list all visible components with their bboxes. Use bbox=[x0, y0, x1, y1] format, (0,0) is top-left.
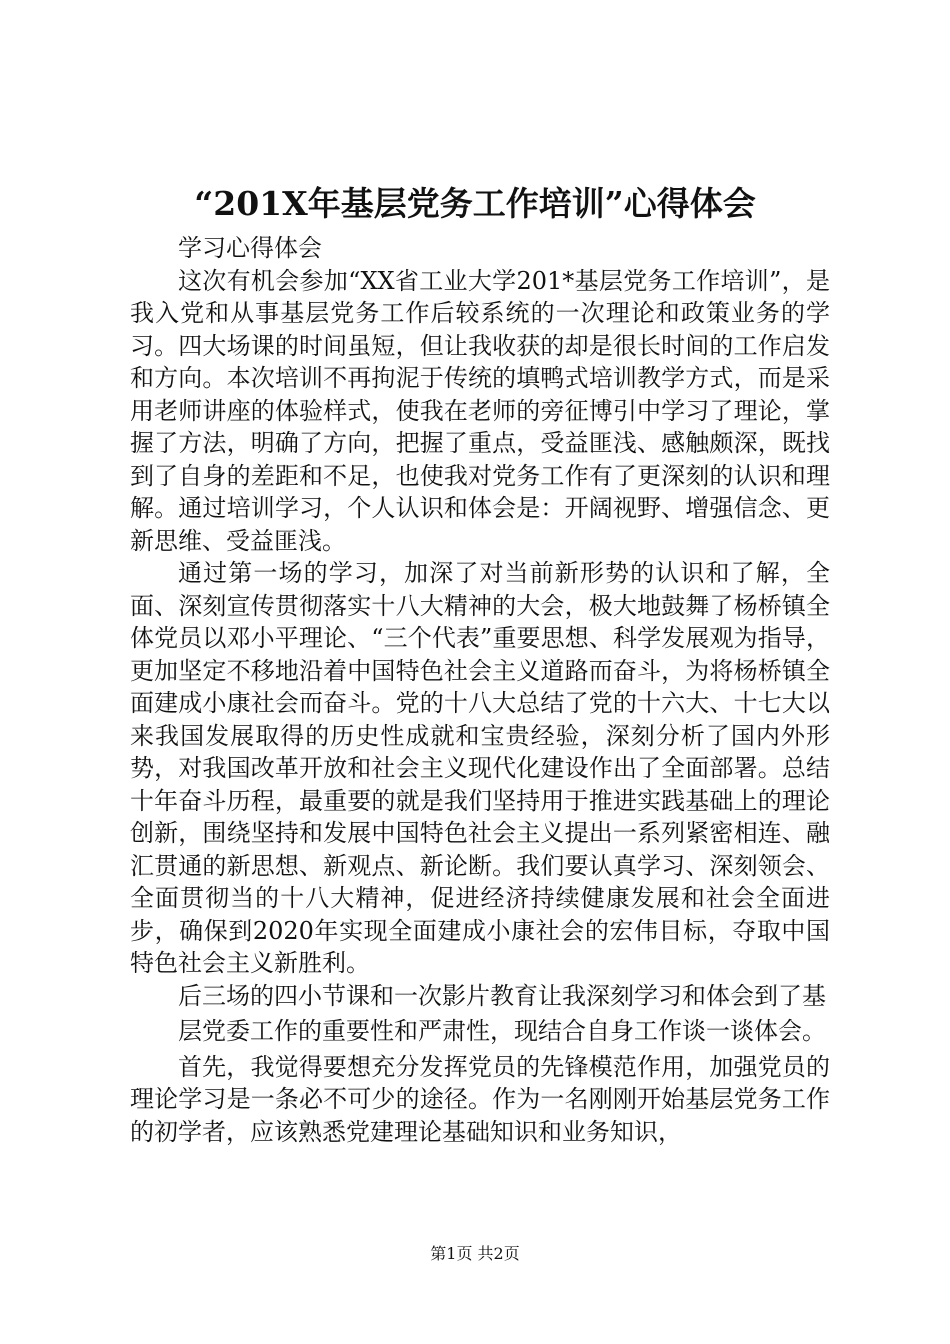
paragraph-continuation: 层党委工作的重要性和严肃性，现结合自身工作谈一谈体会。 bbox=[178, 1017, 826, 1045]
paragraph-first-point: 首先，我觉得要想充分发挥党员的先锋模范作用，加强党员的理论学习是一条必不可少的途径。作为一名刚刚开始基层党务工作的初学者，应该熟悉党建理论基础知识和业务知识， bbox=[130, 1052, 830, 1146]
document-title: “201X年基层党务工作培训”心得体会 bbox=[194, 184, 756, 223]
page-footer: 第1页 共2页 bbox=[430, 1244, 520, 1263]
paragraph-intro: 这次有机会参加“XX省工业大学201*基层党务工作培训”，是我入党和从事基层党务工作后较系统的一次理论和政策业务的学习。四大场课的时间虽短，但让我收获的却是很长时间的工作启发和方向。本次培训不再拘泥于传统的填鸭式培训教学方式，而是采用老师讲座的体验样式，使我在老师的旁征博引中学习了理论，掌握了方法，明确了方向，把握了重点，受益匪浅、感触颇深，既找到了自身的差距和不足，也使我对党务工作有了更深刻的认识和理解。通过培训学习，个人认识和体会是：开阔视野、增强信念、更新思维、受益匪浅。 bbox=[130, 266, 830, 555]
paragraph-subtitle: 学习心得体会 bbox=[178, 234, 322, 262]
paragraph-later-sessions: 后三场的四小节课和一次影片教育让我深刻学习和体会到了基 bbox=[178, 981, 826, 1010]
document-body bbox=[130, 232, 830, 1148]
paragraph-first-session: 通过第一场的学习，加深了对当前新形势的认识和了解，全面、深刻宣传贯彻落实十八大精神的大会，极大地鼓舞了杨桥镇全体党员以邓小平理论、“三个代表”重要思想、科学发展观为指导，更加坚定不移地沿着中国特色社会主义道路而奋斗，为将杨桥镇全面建成小康社会而奋斗。党的十八大总结了党的十六大、十七大以来我国发展取得的历史性成就和宝贵经验，深刻分析了国内外形势，对我国改革开放和社会主义现代化建设作出了全面部署。总结十年奋斗历程，最重要的就是我们坚持用于推进实践基础上的理论创新，围绕坚持和发展中国特色社会主义提出一系列紧密相连、融汇贯通的新思想、新观点、新论断。我们要认真学习、深刻领会、全面贯彻当的十八大精神，促进经济持续健康发展和社会全面进步，确保到2020年实现全面建成小康社会的宏伟目标，夺取中国特色社会主义新胜利。 bbox=[130, 559, 830, 977]
